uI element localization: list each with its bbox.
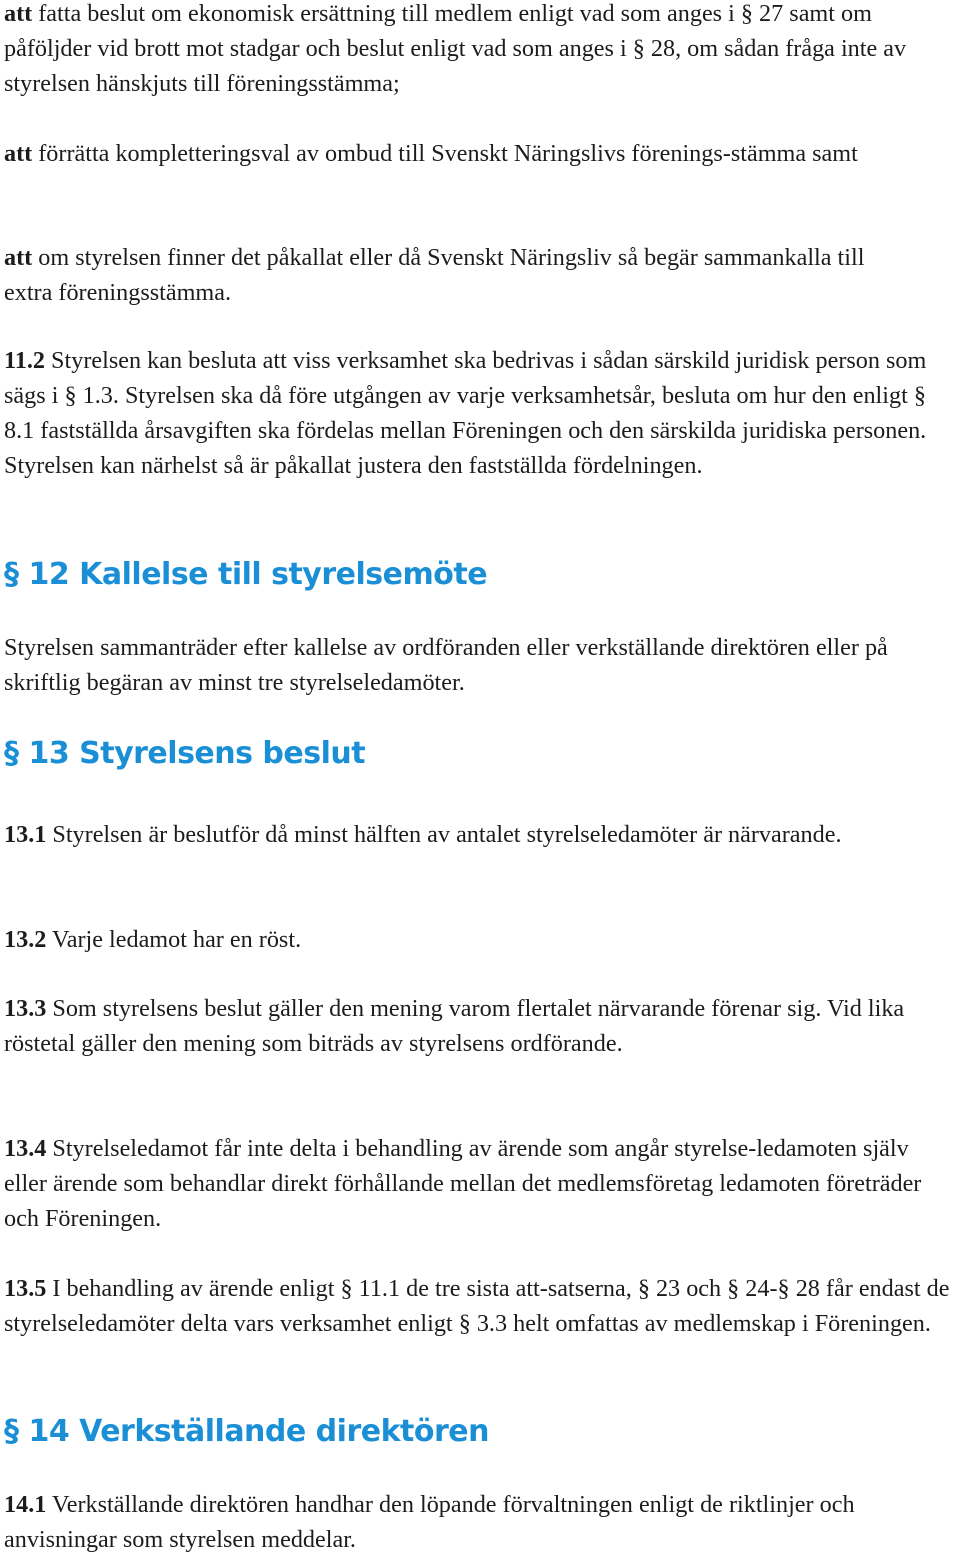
att-keyword: att xyxy=(4,244,33,271)
paragraph-att-2 xyxy=(4,136,934,171)
clause-number: 13.2 xyxy=(4,926,47,953)
clause-text: Styrelsen är beslutför då minst hälften av antalet styrelseledamöter är närvarande. xyxy=(46,821,842,848)
clause-number: 13.3 xyxy=(4,995,47,1022)
section-12-text: Styrelsen sammanträder efter kallelse av ordföranden eller verkställande direktören eller på skriftlig begäran av minst tre styrelseledamöter. xyxy=(4,634,888,696)
section-14-heading: § 14 Verkställande direktören xyxy=(4,1414,489,1449)
clause-number: 13.1 xyxy=(4,821,47,848)
att-keyword: att xyxy=(4,140,33,167)
clause-number: 13.4 xyxy=(4,1135,47,1162)
section-12-heading: § 12 Kallelse till styrelsemöte xyxy=(4,557,488,592)
clause-13-5 xyxy=(4,1271,956,1341)
clause-text: Styrelsen kan besluta att viss verksamhet ska bedrivas i sådan särskild juridisk person som sägs i § 1.3. Styrelsen ska då före utgången av varje verksamhetsår, besluta om hur den enligt § 8.1 fastställda årsavgiften ska fördelas mellan Föreningen och den särskilda juridiska personen. Styrelsen kan närhelst så är påkallat justera den fastställda fördelningen. xyxy=(4,347,927,479)
clause-text: Varje ledamot har en röst. xyxy=(46,926,302,953)
clause-13-3 xyxy=(4,991,914,1061)
paragraph-att-3 xyxy=(4,240,904,310)
clause-13-2 xyxy=(4,922,944,957)
clause-text: Som styrelsens beslut gäller den mening varom flertalet närvarande förenar sig. Vid lika röstetal gäller den mening som biträds av styrelsens ordförande. xyxy=(4,995,905,1057)
paragraph-text: fatta beslut om ekonomisk ersättning till medlem enligt vad som anges i § 27 samt om påföljder vid brott mot stadgar och beslut enligt vad som anges i § 28, om sådan fråga inte av styrelsen hänskjuts till föreningsstämma; xyxy=(4,0,907,97)
clause-13-4 xyxy=(4,1131,956,1236)
clause-14-1 xyxy=(4,1487,956,1557)
clause-number: 11.2 xyxy=(4,347,45,374)
att-keyword: att xyxy=(4,0,33,27)
clause-13-1 xyxy=(4,817,944,852)
clause-text: I behandling av ärende enligt § 11.1 de tre sista att-satserna, § 23 och § 24-§ 28 får endast de styrelseledamöter delta vars verksamhet enligt § 3.3 helt omfattas av medlemskap i Föreningen. xyxy=(4,1275,950,1337)
paragraph-text: om styrelsen finner det påkallat eller då Svenskt Näringsliv så begär sammankalla till extra föreningsstämma. xyxy=(4,244,865,306)
section-13-heading: § 13 Styrelsens beslut xyxy=(4,736,366,771)
clause-number: 13.5 xyxy=(4,1275,47,1302)
clause-text: Styrelseledamot får inte delta i behandling av ärende som angår styrelse-ledamoten själv eller ärende som behandlar direkt förhållande mellan det medlemsföretag ledamoten företräder och Föreningen. xyxy=(4,1135,922,1232)
paragraph-text: förrätta kompletteringsval av ombud till Svenskt Näringslivs förenings-stämma samt xyxy=(32,140,858,167)
paragraph-att-1 xyxy=(4,0,956,101)
clause-text: Verkställande direktören handhar den löpande förvaltningen enligt de riktlinjer och anvisningar som styrelsen meddelar. xyxy=(4,1491,855,1553)
clause-number: 14.1 xyxy=(4,1491,47,1518)
clause-11-2 xyxy=(4,343,956,483)
